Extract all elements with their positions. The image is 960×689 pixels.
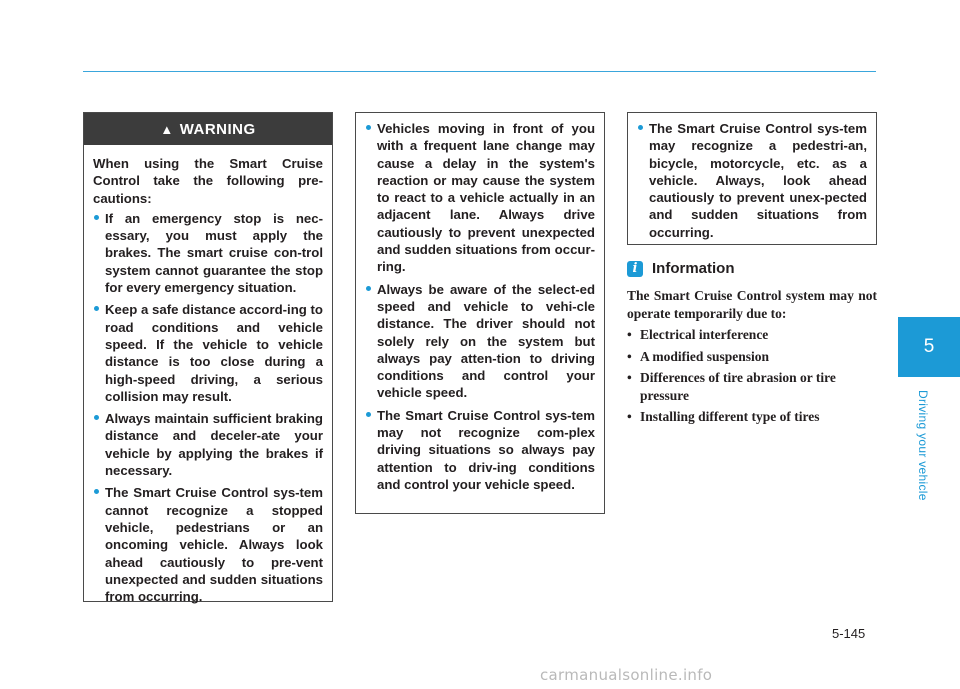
info-item-text: A modified suspension — [640, 348, 770, 364]
list-item: Vehicles moving in front of you with a frequent lane change may cause a delay in the system's reaction or may cause the system to react to a vehicle actually in an adjacent lane. Always drive cautiously to prevent unexpected and sudden situations from occur-ring. — [365, 120, 595, 276]
watermark: carmanualsonline.info — [540, 666, 713, 684]
list-item — [627, 408, 877, 426]
list-item: Keep a safe distance accord-ing to road conditions and vehicle speed. If the vehicle to vehicle distance is too close during a high-speed driving, a serious collision may result. — [93, 301, 323, 405]
info-item-text: Differences of tire abrasion or tire pressure — [640, 370, 836, 403]
chapter-number: 5 — [923, 336, 935, 357]
list-item: The Smart Cruise Control sys-tem cannot recognize a stopped vehicle, pedestrians or an oncoming vehicle. Always look ahead cautiously to pre-vent unexpected and sudden situations from occurring. — [93, 484, 323, 605]
warning-final-box — [627, 112, 877, 245]
info-item-text: Electrical interference — [640, 327, 769, 342]
warning-continued-body — [356, 113, 604, 506]
list-item: Always be aware of the select-ed speed and vehicle to vehi-cle distance. The driver should not solely rely on the system but always pay atten-tion to driving conditions and control your vehicle speed. — [365, 281, 595, 402]
information-title: Information — [652, 260, 735, 277]
warning-triangle-icon: ▲ — [160, 121, 174, 137]
chapter-tab[interactable] — [898, 317, 960, 377]
warning-final-body — [628, 113, 876, 254]
warning-body — [84, 145, 332, 618]
information-text: The Smart Cruise Control system may not operate temporarily due to: — [627, 288, 877, 321]
list-item — [627, 326, 877, 344]
list-item: The Smart Cruise Control sys-tem may recognize a pedestri-an, bicycle, motorcycle, etc. as a vehicle. Always, look ahead cautiously to prevent unex-pected and sudden situations from occurring. — [637, 120, 867, 241]
list-item: Always maintain sufficient braking distance and deceler-ate your vehicle by applying the brakes if necessary. — [93, 410, 323, 479]
page-number: 5-145 — [832, 626, 866, 641]
chapter-title: Driving your vehicle — [916, 390, 930, 501]
list-item — [627, 369, 877, 404]
info-icon: i — [627, 261, 643, 277]
top-rule — [83, 71, 876, 72]
bullet-dot: • — [627, 370, 632, 385]
bullet-dot: • — [627, 348, 632, 364]
warning-continued-box — [355, 112, 605, 514]
information-section — [627, 260, 877, 430]
bullet-dot: • — [627, 409, 632, 424]
warning-intro: When using the Smart Cruise Control take the following pre-cautions: — [93, 156, 323, 206]
information-header — [627, 260, 877, 277]
bullet-dot: • — [627, 327, 632, 342]
warning-label: WARNING — [179, 120, 256, 138]
list-item: The Smart Cruise Control sys-tem may not recognize com-plex driving situations so always pay attention to driv-ing conditions and control your vehicle speed. — [365, 407, 595, 493]
list-item — [627, 348, 877, 366]
warning-box — [83, 112, 333, 605]
list-item: If an emergency stop is nec-essary, you must apply the brakes. The smart cruise con-trol system cannot guarantee the stop for every emergency situation. — [93, 210, 323, 296]
warning-header — [84, 113, 332, 145]
info-item-text: Installing different type of tires — [640, 409, 820, 424]
